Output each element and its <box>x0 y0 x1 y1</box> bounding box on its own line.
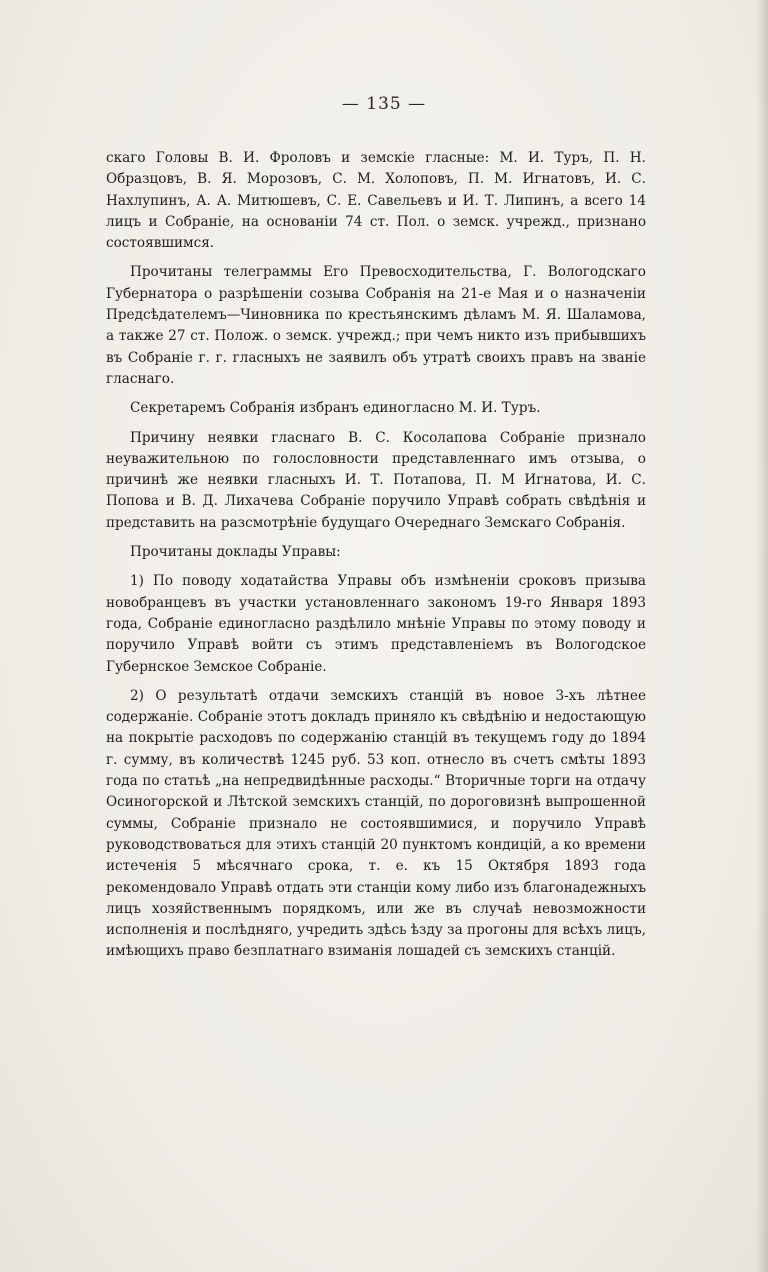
page-body <box>106 148 646 963</box>
paragraph-reports-heading: Прочитаны доклады Управы: <box>130 544 341 561</box>
paragraph-secretary: Секретаремъ Собранія избранъ единогласно М. И. Туръ. <box>130 400 541 417</box>
paragraph-absence: Причину неявки гласнаго В. С. Косолапова Собраніе признало неуважительною по голословности представленнаго имъ отзыва, о причинѣ же неявки гласныхъ И. Т. Потапова, П. М Игнатова, И. С. Попова и В. Д. Лихачева Собраніе поручило Управѣ собрать свѣдѣнія и представить на разсмотрѣніе будущаго Очереднаго Земскаго Собранія. <box>106 429 646 531</box>
paragraph-telegrams: Прочитаны телеграммы Его Превосходительства, Г. Вологодскаго Губернатора о разрѣшеніи созыва Собранія на 21-е Мая и о назначеніи Предсѣдателемъ—Чиновника по крестьянскимъ дѣламъ М. Я. Шаламова, а также 27 ст. Полож. о земск. учрежд.; при чемъ никто изъ прибывшихъ въ Собраніе г. г. гласныхъ не заявилъ объ утратѣ своихъ правъ на званіе гласнаго. <box>106 264 646 387</box>
paragraph-continuation: скаго Головы В. И. Фроловъ и земскіе гласные: М. И. Туръ, П. Н. Образцовъ, В. Я. Морозовъ, С. М. Холоповъ, П. М. Игнатовъ, И. С. Нахлупинъ, А. А. Митюшевъ, С. Е. Савельевъ и И. Т. Липинъ, а всего 14 лицъ и Собраніе, на основаніи 74 ст. Пол. о земск. учрежд., признано состоявшимся. <box>106 150 646 252</box>
page-number: — 135 — <box>341 94 427 114</box>
page-edge-shadow <box>756 0 768 1272</box>
paragraph-report-1: 1) По поводу ходатайства Управы объ измѣненіи сроковъ призыва новобранцевъ въ участки установленнаго закономъ 19-го Января 1893 года, Собраніе единогласно раздѣлило мнѣніе Управы по этому поводу и поручило Управѣ войти съ этимъ представленіемъ въ Вологодское Губернское Земское Собраніе. <box>106 573 646 675</box>
paragraph-report-2: 2) О результатѣ отдачи земскихъ станцій въ новое 3-хъ лѣтнее содержаніе. Собраніе этотъ докладъ приняло къ свѣдѣнію и недостающую на покрытіе расходовъ по содержанію станцій въ текущемъ году до 1894 г. сумму, въ количествѣ 1245 руб. 53 коп. отнесло въ счетъ смѣты 1893 года по статьѣ „на непредвидѣнные расходы.“ Вторичные торги на отдачу Осиногорской и Лѣтской земскихъ станцій, по дороговизнѣ выпрошенной суммы, Собраніе признало не состоявшимися, и поручило Управѣ руководствоваться для этихъ станцій 20 пунктомъ кондицій, а ко времени истеченія 5 мѣсячнаго срока, т. е. къ 15 Октября 1893 года рекомендовало Управѣ отдать эти станціи кому либо изъ благонадежныхъ лицъ хозяйственнымъ порядкомъ, или же въ случаѣ невозможности исполненія и послѣдняго, учредить здѣсь ѣзду за прогоны для всѣхъ лицъ, имѣющихъ право безплатнаго взиманія лошадей съ земскихъ станцій. <box>106 687 646 960</box>
